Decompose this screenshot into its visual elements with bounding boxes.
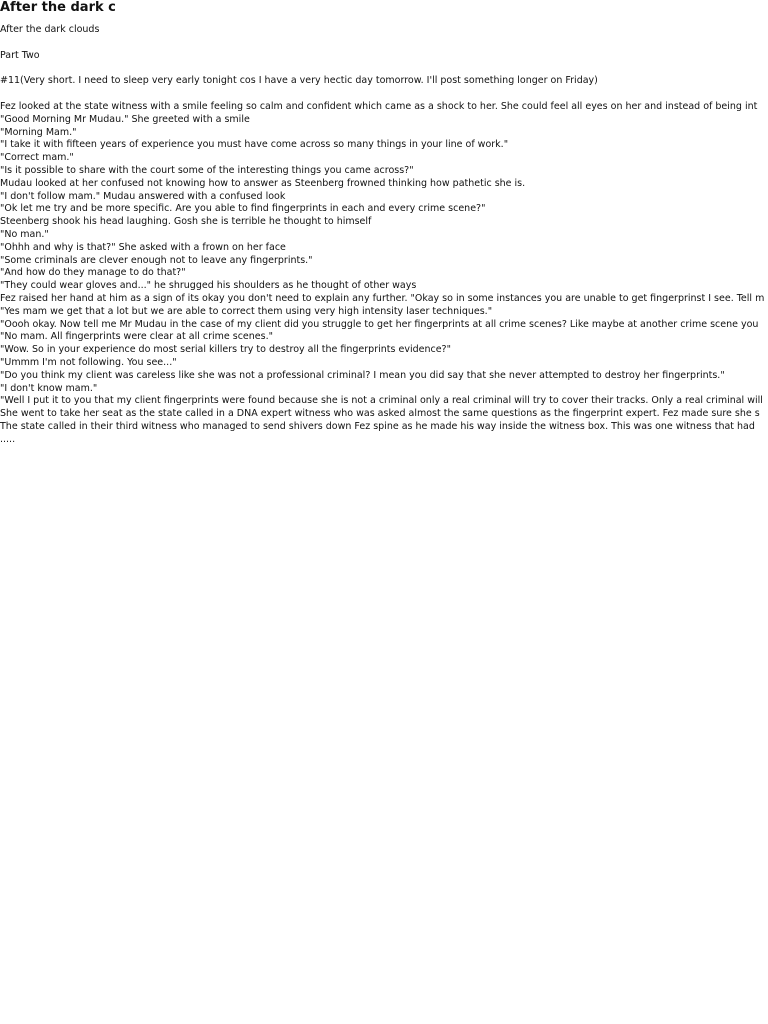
story-line: "Ohhh and why is that?" She asked with a frown on her face xyxy=(0,241,286,253)
document-title: After the dark c xyxy=(0,0,116,15)
story-line: "Some criminals are clever enough not to leave any fingerprints." xyxy=(0,254,313,266)
story-line: "I don't know mam." xyxy=(0,382,98,394)
story-line: Steenberg shook his head laughing. Gosh she is terrible he thought to himself xyxy=(0,216,372,228)
story-line: Mudau looked at her confused not knowing how to answer as Steenberg frowned thinking how pathetic she is. xyxy=(0,177,526,189)
story-line: The state called in their third witness who managed to send shivers down Fez spine as he made his way inside the witness box. This was one witness that had xyxy=(0,420,755,432)
story-line: "They could wear gloves and..." he shrugged his shoulders as he thought of other ways xyxy=(0,280,417,292)
story-line: "No mam. All fingerprints were clear at all crime scenes." xyxy=(0,331,273,343)
author-note: #11(Very short. I need to sleep very early tonight cos I have a very hectic day tomorrow. I'll post something longer on Friday) xyxy=(0,75,598,86)
story-line: "No man." xyxy=(0,228,49,240)
part-heading: Part Two xyxy=(0,50,40,61)
story-line: "Yes mam we get that a lot but we are able to correct them using very high intensity laser techniques." xyxy=(0,305,493,317)
story-subtitle: After the dark clouds xyxy=(0,24,100,35)
story-line: ..... xyxy=(0,433,16,445)
story-line: "I don't follow mam." Mudau answered with a confused look xyxy=(0,190,286,202)
story-body xyxy=(0,101,764,447)
story-line: "Ok let me try and be more specific. Are you able to find fingerprints in each and every crime scene?" xyxy=(0,203,486,215)
story-line: Fez looked at the state witness with a smile feeling so calm and confident which came as a shock to her. She could feel all eyes on her and instead of being int xyxy=(0,101,758,112)
story-line: She went to take her seat as the state called in a DNA expert witness who was asked almost the same questions as the fingerprint expert. Fez made sure she s xyxy=(0,408,760,420)
story-line: "Correct mam." xyxy=(0,152,74,164)
story-line: Fez raised her hand at him as a sign of its okay you don't need to explain any further. "Okay so in some instances you are unable to get fingerprinst I see. Tell m xyxy=(0,292,765,304)
story-line: "Good Morning Mr Mudau." She greeted with a smile xyxy=(0,113,250,125)
story-line: "Well I put it to you that my client fingerprints were found because she is not a criminal only a real criminal will try to cover their tracks. Only a real criminal will xyxy=(0,395,763,407)
story-line: "Ummm I'm not following. You see..." xyxy=(0,356,177,368)
story-line: "Wow. So in your experience do most serial killers try to destroy all the fingerprints evidence?" xyxy=(0,344,451,356)
story-line: "Do you think my client was careless like she was not a professional criminal? I mean you did say that she never attempted to destroy her fingerprints." xyxy=(0,369,725,381)
story-line: "Morning Mam." xyxy=(0,126,77,138)
story-line: "And how do they manage to do that?" xyxy=(0,267,186,279)
story-line: "Oooh okay. Now tell me Mr Mudau in the case of my client did you struggle to get her fingerprints at all crime scenes? Like maybe at another crime scene you xyxy=(0,318,759,330)
story-line: "I take it with fifteen years of experience you must have come across so many things in your line of work." xyxy=(0,139,509,151)
story-line: "Is it possible to share with the court some of the interesting things you came across?" xyxy=(0,164,414,176)
